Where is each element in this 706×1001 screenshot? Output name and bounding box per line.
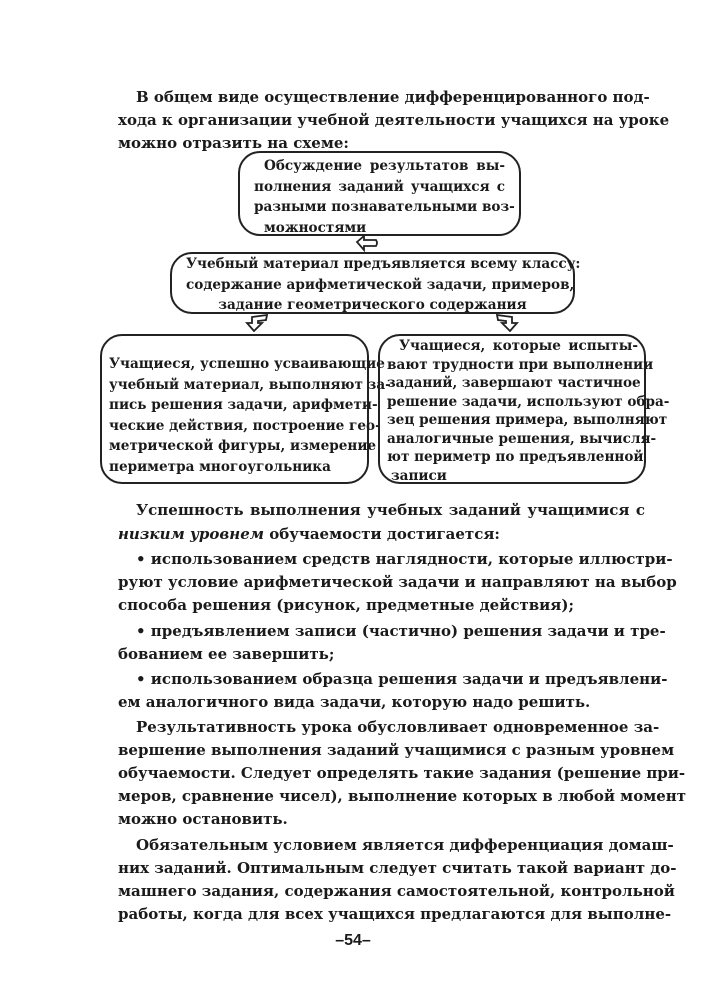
text-line: можно остановить. (118, 810, 288, 828)
arrow-down-right-icon (494, 314, 520, 332)
diagram-box-successful-students (100, 334, 391, 484)
text-line: вершение выполнения заданий учащимися с разным уровнем (118, 741, 675, 759)
box-text: метрической фигуры, измерение (109, 438, 377, 454)
text-line: Обязательным условием является дифференциация домаш- (136, 836, 674, 854)
box-text: учебный материал, выполняют за- (109, 376, 391, 393)
bullet-line: способа решения (рисунок, предметные действия); (118, 596, 575, 614)
box-text: аналогичные решения, вычисля- (387, 430, 657, 447)
diagram-box-material (170, 252, 581, 314)
box-text: Учащиеся, которые испыты- (399, 338, 638, 354)
box-text: можностями (264, 219, 367, 236)
bullet-line: • использованием образца решения задачи и предъявлени- (136, 670, 668, 688)
text-line: В общем виде осуществление дифференцированного под- (136, 88, 650, 106)
box-text: задание геометрического содержания (218, 297, 527, 313)
box-text: вают трудности при выполнении (387, 356, 654, 373)
box-text: Учебный материал предъявляется всему классу: (186, 256, 581, 272)
italic-emphasis: низким уровнем (118, 525, 265, 543)
diagram-box-discussion (238, 151, 521, 236)
text-line: Результативность урока обусловливает одновременное за- (136, 718, 660, 736)
box-text: пись решения задачи, арифмети- (109, 397, 378, 413)
box-text: периметра многоугольника (109, 458, 331, 475)
box-text: зец решения примера, выполняют (387, 412, 668, 428)
text-line: хода к организации учебной деятельности учащихся на уроке (118, 111, 670, 129)
bullet-line: • использованием средств наглядности, которые иллюстри- (136, 550, 673, 568)
box-text: Обсуждение результатов вы- (264, 158, 505, 174)
diagram-box-struggling-students (378, 334, 670, 484)
box-text: записи (391, 467, 447, 484)
box-text: ческие действия, построение гео- (109, 417, 381, 434)
box-text: разными познавательными воз- (254, 199, 515, 215)
text-line: машнего задания, содержания самостоятельной, контрольной (118, 882, 675, 900)
page-number: –54– (335, 932, 371, 949)
box-text: полнения заданий учащихся с (254, 178, 505, 195)
box-text: Учащиеся, успешно усваивающие (109, 356, 385, 372)
text: обучаемости достигается: (264, 525, 500, 543)
text-line: Успешность выполнения учебных заданий учащимися с (136, 501, 645, 519)
box-text: решение задачи, используют обра- (387, 393, 670, 410)
bullet-line: бованием ее завершить; (118, 645, 335, 663)
text-line: обучаемости. Следует определять такие задания (решение при- (118, 764, 686, 782)
text-line (118, 524, 645, 544)
text-line: меров, сравнение чисел), выполнение которых в любой момент (118, 787, 687, 805)
box-text: содержание арифметической задачи, примеров, (186, 276, 575, 293)
text-line: можно отразить на схеме: (118, 134, 349, 152)
box-text: заданий, завершают частичное (387, 375, 641, 391)
bullet-line: ем аналогичного вида задачи, которую надо решить. (118, 693, 591, 711)
box-text: ют периметр по предъявленной (387, 449, 644, 465)
text-line: работы, когда для всех учащихся предлагаются для выполне- (118, 905, 672, 923)
bullet-line: руют условие арифметической задачи и направляют на выбор (118, 573, 677, 591)
bullet-line: • предъявлением записи (частично) решения задачи и тре- (136, 622, 666, 640)
text-line: них заданий. Оптимальным следует считать такой вариант до- (118, 859, 677, 877)
arrow-up-icon (354, 234, 380, 252)
arrow-down-left-icon (244, 314, 270, 332)
